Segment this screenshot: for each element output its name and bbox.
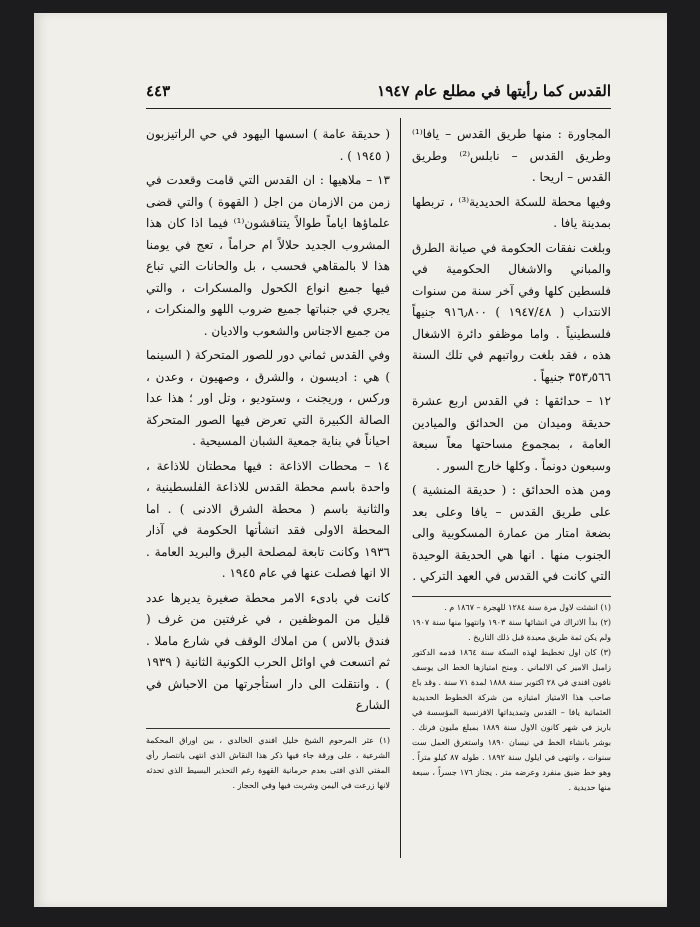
header-rule: [146, 108, 611, 109]
right-paragraph: ومن هذه الحدائق : ( حديقة المنشية ) على طريق القدس – يافا وعلى بعد بضعة امتار من عمارة المسكوبية والى الجنوب منها . انها هي الحديقة الوحيدة التي كانت في القدس في العهد التركي .: [412, 483, 611, 583]
left-paragraph: كانت في بادىء الامر محطة صغيرة يديرها عدد قليل من الموظفين ، في غرفتين من غرف ( فندق بالاس ) من املاك الوقف في شارع ماملا . ثم اتسعت في اوائل الحرب الكونية الثانية ( ١٩٣٩ ) . وانتقلت الى دار استأجرتها من الاحباش في الشارع: [146, 590, 390, 712]
left-paragraph: وفي القدس ثماني دور للصور المتحركة ( السينما ) هي : اديسون ، والشرق ، وصهيون ، وعدن ، وركس ، وريجنت ، وستوديو ، وتل اور ؛ هذا عدا الصالة الكبيرة التي تعرض فيها الصور المتحركة احياناً في بناية جمعية الشبان المسيحية .: [146, 348, 390, 448]
left-paragraph: ١٤ – محطات الاذاعة : فيها محطتان للاذاعة ، واحدة باسم محطة القدس للاذاعة الفلسطينية ، والثانية باسم ( محطة الشرق الادنى ) . اما المحطة الاولى فقد انشأتها الحكومة في آذار ١٩٣٦ وكانت تابعة لمصلحة البرق والبريد العامة . الا انها فصلت عنها في عام ١٩٤٥ .: [146, 458, 390, 580]
right-paragraph: وفيها محطة للسكة الحديدية⁽³⁾ ، تربطها بمدينة يافا .: [412, 194, 611, 230]
footnote: (٣) كان اول تخطيط لهذه السكة سنة ١٨٦٤ قدمه الدكتور زامبل الامير كي الالماني . ومنح امتيازها الخط الى يوسف نافون افندي في ٢٨ اكتوبر سنة ١٨٨٨ لمدة ٧١ سنة . وقد باع صاحب هذا الامتياز امتيازه من شركة الخطوط الحديدية العثمانية يافا – القدس وتمديداتها الافرنسية المؤسسة في باريز في شهر كانون الاول سنة ١٨٨٩ بمبلغ مليون فرنك . بوشر بانشاء الخط في نيسان ١٨٩٠ واستغرق العمل ست سنوات ، وانتهى في ايلول سنة ١٨٩٢ . طوله ٨٧ كيلو متراً . وهو خط ضيق منفرد وعرضه متر . يجتاز ١٧٦ جسراً ، سبعة منها حديدية .: [412, 648, 611, 792]
footnotes-right: [412, 600, 611, 862]
footnote-rule-right: [412, 596, 611, 597]
page-number: ٤٤٣: [146, 82, 171, 100]
right-paragraph: المجاورة : منها طريق القدس – يافا⁽¹⁾ وطريق القدس – نابلس⁽²⁾ وطريق القدس – اريحا .: [412, 127, 611, 184]
running-header: [146, 80, 611, 106]
footnote-rule-left: [146, 728, 390, 729]
footnote: (١) انشئت لاول مرة سنة ١٢٨٤ للهجرة – ١٨٦٧ م .: [444, 603, 611, 612]
running-title: القدس كما رأيتها في مطلع عام ١٩٤٧: [377, 82, 611, 100]
left-paragraph: ( حديقة عامة ) اسسها اليهود في حي الراتيزبون ( ١٩٤٥ ) .: [146, 127, 390, 163]
right-column: [412, 124, 611, 590]
left-column: [146, 124, 390, 724]
column-divider: [400, 118, 401, 858]
footnotes-left: [146, 733, 390, 853]
footnote: (١) عثر المرحوم الشيخ خليل افندي الخالدي ، بين اوراق المحكمة الشرعية ، على ورقة جاء فيها ذكر هذا النقاش الذي انتهى بانتصار رأي المفتي الذي افتى بعدم حرمانية القهوة رغم التحذير البسيط الذي تحدثه لانها زرعت في اليمن وشربت فيها وفي الحجاز .: [146, 736, 390, 790]
right-paragraph: ١٢ – حدائقها : في القدس اربع عشرة حديقة وميدان من الحدائق والميادين العامة ، بمجموع مساحتها معاً سبعة وسبعون دونماً . وكلها خارج السور .: [412, 394, 611, 473]
footnote: (٢) بدأ الاتراك في انشائها سنة ١٩٠٣ وانتهوا منها سنة ١٩٠٧ ولم يكن ثمة طريق معبدة قبل ذلك التاريخ .: [412, 618, 611, 642]
right-paragraph: وبلغت نفقات الحكومة في صيانة الطرق والمباني والاشغال الحكومية في فلسطين كلها وفي آخر سنة من سنوات الانتداب ( ١٩٤٧/٤٨ ) ٩١٦٫٨٠٠ جنيهاً فلسطينياً . واما موظفو دائرة الاشغال هذه ، فقد بلغت رواتبهم في تلك السنة ٣٥٣٫٥٦٦ جنيهاً .: [412, 240, 611, 384]
left-paragraph: ١٣ – ملاهيها : ان القدس التي قامت وقعدت في زمن من الازمان من اجل ( القهوة ) والتي قضى علماؤها اياماً طوالاً يتناقشون⁽¹⁾ فيما اذا كان هذا المشروب الجديد حلالاً ام حراماً ، تعج في يومنا هذا لا بالمقاهي فحسب ، بل والحانات التي تباع فيها جميع انواع الكحول والمسكرات ، والتي يجري في جنباتها جميع ضروب اللهو والمنكرات ، من جميع الاجناس والشعوب والاديان .: [146, 173, 390, 338]
